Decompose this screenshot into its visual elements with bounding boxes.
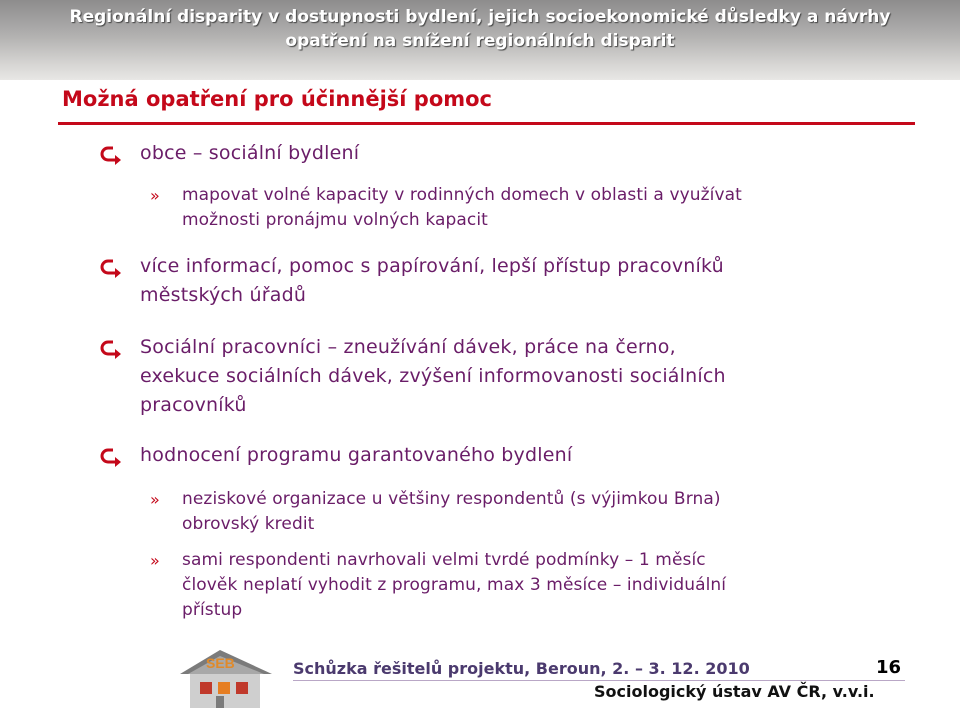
sub-marker: » [150,551,160,570]
bullet-4-line-1: hodnocení programu garantovaného bydlení [140,444,573,466]
bullet-4-sub-1-line-1: neziskové organizace u většiny respondentů (s výjimkou Brna) [182,489,721,509]
bullet-2-line-1: více informací, pomoc s papírování, lepší přístup pracovníků [140,255,724,277]
title-divider [58,122,915,125]
curved-arrow-icon [100,143,124,167]
bullet-1-sub-1-line-2: možnosti pronájmu volných kapacit [182,210,488,230]
footer-divider [293,680,905,681]
slide-header [0,0,960,80]
bullet-1-line-1: obce – sociální bydlení [140,142,360,164]
header-title-line2: opatření na snížení regionálních disparit [285,31,675,51]
footer-institute: Sociologický ústav AV ČR, v.v.i. [594,682,875,701]
bullet-3-line-3: pracovníků [140,394,247,416]
bullet-2-line-2: městských úřadů [140,284,307,306]
bullet-4-sub-1-line-2: obrovský kredit [182,514,315,534]
header-title-line1: Regionální disparity v dostupnosti bydlení, jejich socioekonomické důsledky a návrhy [69,7,891,27]
house-logo-icon [176,644,286,708]
sub-marker: » [150,186,160,205]
page-number: 16 [876,657,902,678]
bullet-4-sub-2-line-1: sami respondenti navrhovali velmi tvrdé podmínky – 1 měsíc [182,550,706,570]
slide-title: Možná opatření pro účinnější pomoc [62,87,492,111]
bullet-4-sub-2-line-3: přístup [182,600,243,620]
bullet-3-line-1: Sociální pracovníci – zneužívání dávek, práce na černo, [140,336,676,358]
bullet-3-line-2: exekuce sociálních dávek, zvýšení informovanosti sociálních [140,365,726,387]
curved-arrow-icon [100,445,124,469]
curved-arrow-icon [100,256,124,280]
bullet-1-sub-1-line-1: mapovat volné kapacity v rodinných domech v oblasti a využívat [182,185,742,205]
sub-marker: » [150,490,160,509]
logo-text: SEB [206,655,235,671]
curved-arrow-icon [100,337,124,361]
footer-meeting: Schůzka řešitelů projektu, Beroun, 2. – 3. 12. 2010 [293,659,750,678]
bullet-4-sub-2-line-2: člověk neplatí vyhodit z programu, max 3 měsíce – individuální [182,575,727,595]
